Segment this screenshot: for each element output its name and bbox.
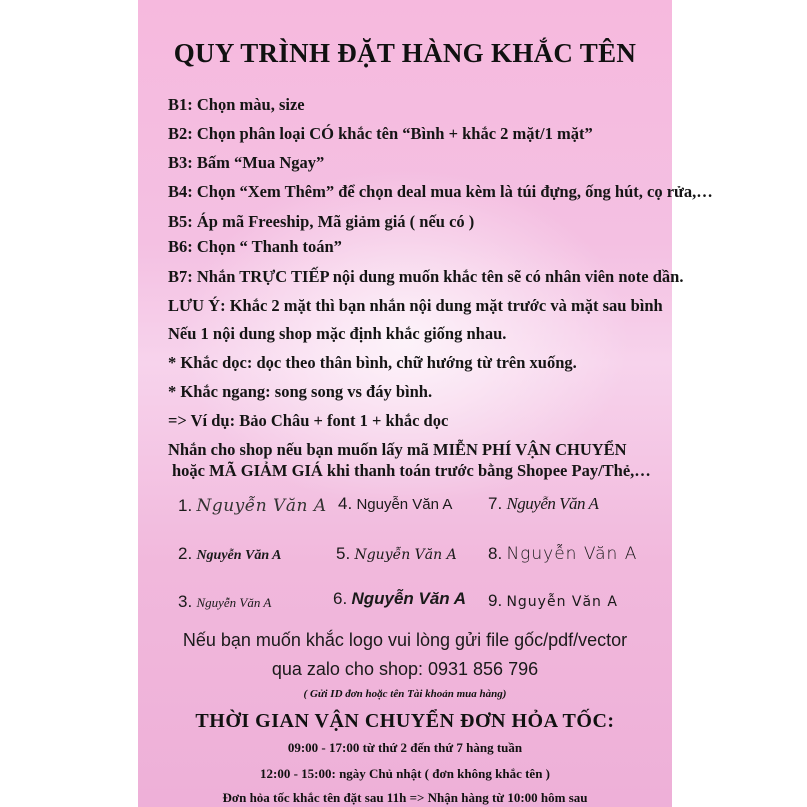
note-vertical: * Khắc dọc: dọc theo thân bình, chữ hướng từ trên xuống.: [168, 353, 577, 372]
font-sample-5: 5. Nguyễn Văn A: [336, 544, 457, 563]
shipping-title: THỜI GIAN VẬN CHUYỂN ĐƠN HỎA TỐC:: [195, 710, 615, 732]
id-note: ( Gửi ID đơn hoặc tên Tài khoản mua hàng): [303, 688, 507, 700]
step-2: B2: Chọn phân loại CÓ khắc tên “Bình + khắc 2 mặt/1 mặt”: [168, 124, 593, 143]
step-5: B5: Áp mã Freeship, Mã giảm giá ( nếu có ): [168, 212, 475, 231]
step-7: B7: Nhắn TRỰC TIẾP nội dung muốn khắc tên sẽ có nhân viên note dần.: [168, 267, 684, 286]
font-sample-3: 3. Nguyễn Văn A: [178, 592, 272, 611]
shipping-line-3: Đơn hỏa tốc khắc tên đặt sau 11h => Nhận hàng từ 10:00 hôm sau: [222, 790, 588, 805]
step-6: B6: Chọn “ Thanh toán”: [168, 237, 342, 256]
step-3: B3: Bấm “Mua Ngay”: [168, 153, 325, 172]
note-horizontal: * Khắc ngang: song song vs đáy bình.: [168, 382, 433, 401]
promo-line-2: hoặc MÃ GIẢM GIÁ khi thanh toán trước bằng Shopee Pay/Thẻ,…: [172, 461, 651, 480]
note-default: Nếu 1 nội dung shop mặc định khắc giống nhau.: [168, 324, 507, 343]
step-1: B1: Chọn màu, size: [168, 95, 305, 114]
font-sample-1: 1. Nguyễn Văn A: [178, 496, 327, 516]
logo-note-line-2: qua zalo cho shop: 0931 856 796: [271, 659, 539, 679]
font-sample-4: 4. Nguyễn Văn A: [338, 494, 453, 513]
font-sample-9: 9. Nguyễn Văn A: [488, 591, 618, 610]
note-example: => Ví dụ: Bảo Châu + font 1 + khắc dọc: [168, 411, 449, 430]
order-guide-poster: [138, 0, 713, 807]
poster-title: QUY TRÌNH ĐẶT HÀNG KHẮC TÊN: [173, 38, 637, 68]
font-sample-2: 2. Nguyễn Văn A: [178, 544, 282, 563]
shipping-line-2: 12:00 - 15:00: ngày Chủ nhật ( đơn không khắc tên ): [260, 766, 550, 781]
font-sample-6: 6. Nguyễn Văn A: [333, 589, 467, 608]
note-two-sides: LƯU Ý: Khắc 2 mặt thì bạn nhắn nội dung mặt trước và mặt sau bình: [168, 296, 663, 315]
logo-note-line-1: Nếu bạn muốn khắc logo vui lòng gửi file gốc/pdf/vector: [182, 630, 628, 650]
shipping-line-1: 09:00 - 17:00 từ thứ 2 đến thứ 7 hàng tuần: [287, 740, 523, 755]
font-sample-7: 7. Nguyễn Văn A: [488, 494, 599, 513]
step-4: B4: Chọn “Xem Thêm” để chọn deal mua kèm là túi đựng, ống hút, cọ rửa,…: [168, 182, 713, 201]
font-sample-8: 8. Nguyễn Văn A: [488, 544, 638, 564]
promo-line-1: Nhắn cho shop nếu bạn muốn lấy mã MIỄN PHÍ VẬN CHUYỂN: [168, 440, 627, 459]
